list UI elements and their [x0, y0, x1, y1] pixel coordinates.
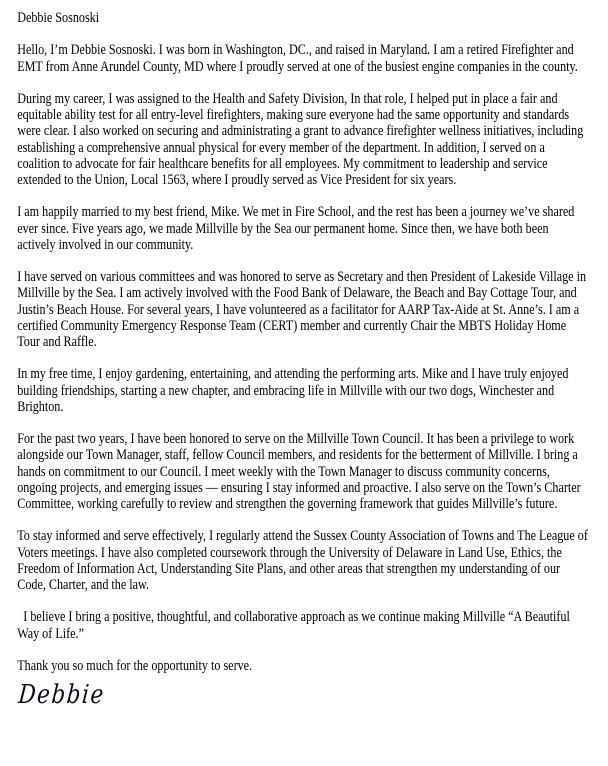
- paragraph-free-time: In my free time, I enjoy gardening, entertaining, and attending the performing arts. Mike and I have truly enjoyed building friendships, starting a new chapter, and embracing life in Millville with our two dogs, Winchester and Brighton.: [17, 366, 572, 415]
- paragraph-intro: Hello, I’m Debbie Sosnoski. I was born in Washington, DC., and raised in Maryland. I am a retired Firefighter and EMT from Anne Arundel County, MD where I proudly served at one of the busiest engine companies in the county.: [17, 42, 578, 75]
- author-name-line: Debbie Sosnoski: [17, 10, 100, 26]
- paragraph-career: During my career, I was assigned to the Health and Safety Division, In that role, I helped put in place a fair and equitable ability test for all entry-level firefighters, making sure everyone had the same opportunity and standards were clear. I also worked on securing and administrating a grant to advance firefighter wellness initiatives, including establishing a comprehensive annual physical for every member of the department. In addition, I served on a coalition to advocate for fair healthcare benefits for all employees. My commitment to leadership and service extended to the Union, Local 1563, where I proudly served as Vice President for six years.: [17, 90, 587, 188]
- paragraph-thank-you: Thank you so much for the opportunity to serve.: [17, 657, 253, 674]
- paragraph-committees: I have served on various committees and was honored to serve as Secretary and then President of Lakeside Village in Millville by the Sea. I am actively involved with the Food Bank of Delaware, the Beach and Bay Cottage Tour, and Justin’s Beach House. For several years, I have volunteered as a facilitator for AARP Tax-Aide at St. Anne’s. I am a certified Community Emergency Response Team (CERT) member and currently Chair the MBTS Holiday Home Tour and Raffle.: [17, 269, 590, 350]
- paragraph-coursework: To stay informed and serve effectively, I regularly attend the Sussex County Association of Towns and The League of Voters meetings. I have also completed coursework through the University of Delaware in Land Use, Ethics, the Freedom of Information Act, Understanding Site Plans, and other areas that strengthen my understanding of our Code, Charter, and the law.: [17, 528, 591, 593]
- paragraph-closing-belief: I believe I bring a positive, thoughtful, and collaborative approach as we continue making Millville “A Beautiful Way of Life.”: [17, 609, 573, 642]
- paragraph-town-council: For the past two years, I have been honored to serve on the Millville Town Council. It has been a privilege to work alongside our Town Manager, staff, fellow Council members, and residents for the betterment of Millville. I bring a hands on commitment to our Council. I meet weekly with the Town Manager to discuss community concerns, ongoing projects, and emerging issues — ensuring I stay informed and proactive. I also serve on the Town’s Charter Committee, working carefully to review and strengthen the governing framework that guides Millville’s future.: [17, 431, 584, 512]
- signature-text: Debbie: [17, 680, 107, 711]
- paragraph-family: I am happily married to my best friend, Mike. We met in Fire School, and the rest has been a journey we’ve shared ever since. Five years ago, we made Millville by the Sea our permanent home. Since then, we have both been actively involved in our community.: [17, 204, 578, 253]
